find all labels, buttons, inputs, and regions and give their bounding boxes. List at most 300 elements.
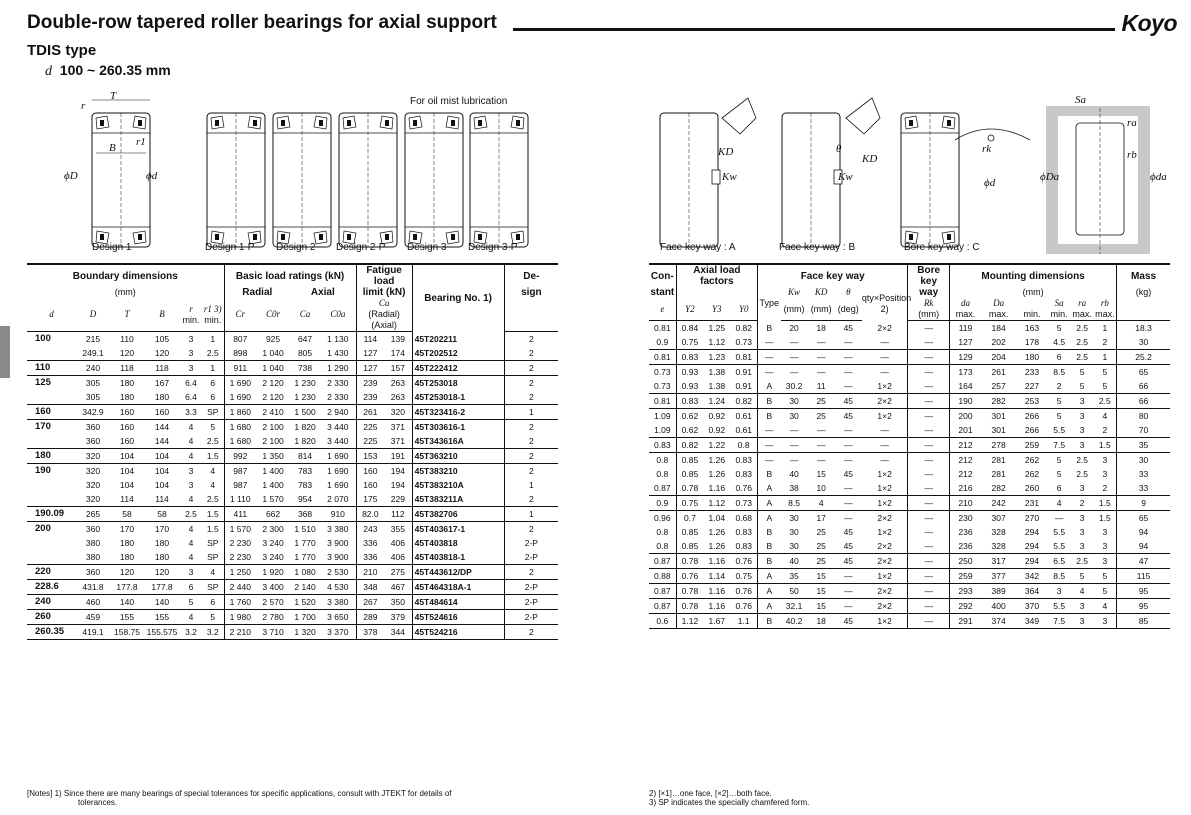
table-cell: 2.5 bbox=[1071, 554, 1094, 569]
table-cell: 180 bbox=[119, 378, 135, 388]
table-cell: 104 bbox=[119, 466, 135, 476]
note-1: [Notes] 1) Since there are many bearings of special tolerances for specific applications, consult with JTEKT for details of bbox=[27, 789, 452, 798]
table-cell: 411 bbox=[224, 507, 256, 522]
table-cell: 194 bbox=[390, 466, 405, 476]
table-cell: 3 370 bbox=[320, 625, 356, 640]
table-cell: 0.78 bbox=[676, 554, 703, 569]
table-cell: 0.83 bbox=[735, 469, 752, 479]
table-cell: 3 bbox=[1094, 614, 1117, 629]
table-cell: 5 bbox=[1094, 569, 1117, 584]
hdr-kg: (kg) bbox=[1117, 287, 1170, 298]
hdr-r-min: min. bbox=[182, 314, 200, 325]
bore-diameter-cell: 200 bbox=[35, 523, 51, 534]
bearing-number-cell: 45T383210A bbox=[412, 478, 504, 492]
note-3: 3) SP indicates the specially chamfered form. bbox=[649, 798, 810, 807]
table-cell: 104 bbox=[154, 466, 170, 476]
koyo-logo: Koyo bbox=[1121, 10, 1177, 36]
table-cell: 987 bbox=[224, 464, 256, 479]
table-cell: 6.5 bbox=[1048, 554, 1071, 569]
table-row bbox=[27, 420, 558, 435]
dim-T-label: T bbox=[110, 90, 117, 102]
table-cell: 0.76 bbox=[730, 599, 757, 614]
table-cell: — bbox=[789, 455, 799, 465]
table-cell: 4 bbox=[210, 480, 216, 490]
table-cell: 406 bbox=[384, 550, 412, 565]
table-cell: 212 bbox=[950, 467, 981, 481]
table-cell: 33 bbox=[1117, 481, 1170, 496]
table-cell: 738 bbox=[290, 361, 320, 376]
bore-diameter-cell: 100 bbox=[35, 333, 51, 344]
table-row bbox=[27, 434, 558, 449]
table-cell: 2.5 bbox=[202, 346, 224, 361]
spec-group-right bbox=[649, 584, 1170, 599]
table-cell: 987 bbox=[224, 478, 256, 492]
table-cell: 216 bbox=[950, 481, 981, 496]
table-cell: 2 bbox=[504, 625, 558, 640]
bore-diameter-cell bbox=[27, 346, 76, 361]
hdr-Ca: Ca bbox=[290, 298, 320, 332]
table-cell: 15 bbox=[816, 469, 826, 479]
table-cell: 180 bbox=[110, 550, 144, 565]
hdr-face-key: Face key way bbox=[758, 264, 908, 287]
table-cell: 1 430 bbox=[320, 346, 356, 361]
design-2p-drawing bbox=[339, 113, 397, 247]
table-cell: 155.575 bbox=[144, 625, 180, 640]
table-cell: SP bbox=[207, 538, 219, 548]
hdr-qty: qty×Position 2) bbox=[861, 292, 912, 314]
dim-kw-label-a: Kw bbox=[722, 171, 737, 183]
spec-group-left bbox=[27, 405, 558, 420]
table-cell: 1.12 bbox=[703, 496, 730, 511]
table-cell: 1 920 bbox=[256, 565, 290, 580]
dim-D-label: ϕD bbox=[64, 170, 78, 182]
table-cell: 3 bbox=[1102, 455, 1108, 465]
bore-diameter-cell: 170 bbox=[35, 421, 51, 432]
table-cell: 144 bbox=[154, 422, 170, 432]
table-cell: 144 bbox=[144, 434, 180, 449]
table-cell: 0.85 bbox=[676, 453, 703, 468]
bore-diameter-cell bbox=[27, 550, 76, 565]
table-cell: 6.4 bbox=[180, 390, 202, 405]
table-cell: 140 bbox=[144, 595, 180, 610]
table-cell: 5 bbox=[1056, 455, 1062, 465]
table-cell: 184 bbox=[991, 323, 1006, 333]
table-cell: 210 bbox=[356, 565, 384, 580]
table-cell: 157 bbox=[384, 361, 412, 376]
table-cell: 307 bbox=[991, 513, 1006, 523]
table-cell: 45 bbox=[843, 469, 854, 479]
page-header bbox=[27, 10, 1177, 40]
hdr-mass-blank bbox=[1117, 298, 1170, 321]
table-cell: 0.81 bbox=[649, 394, 676, 409]
table-cell: 0.61 bbox=[730, 423, 757, 438]
table-cell: 5.5 bbox=[1053, 527, 1066, 537]
table-cell: 1 bbox=[504, 507, 558, 522]
mounting-drawing bbox=[1040, 94, 1167, 254]
table-cell: 8.5 bbox=[781, 496, 808, 511]
table-cell: — bbox=[908, 321, 950, 336]
bore-diameter-cell bbox=[27, 434, 76, 449]
table-cell: — bbox=[908, 511, 950, 526]
table-cell: 178 bbox=[1016, 335, 1047, 350]
table-cell: 6.4 bbox=[185, 378, 197, 388]
table-cell: 342.9 bbox=[76, 405, 110, 420]
table-cell: 1 510 bbox=[294, 524, 316, 534]
table-cell: — bbox=[835, 423, 862, 438]
table-cell: 2 bbox=[504, 492, 558, 507]
hdr-r1 bbox=[202, 298, 224, 332]
bore-diameter-cell: 240 bbox=[27, 595, 76, 610]
table-cell: 0.62 bbox=[676, 423, 703, 438]
table-cell: 30 bbox=[789, 513, 799, 523]
table-cell: 120 bbox=[144, 346, 180, 361]
table-cell: 2 bbox=[504, 346, 558, 361]
table-cell: 0.76 bbox=[676, 569, 703, 584]
hdr-Da-sym: Da bbox=[993, 298, 1005, 308]
hdr-Da-min-lbl: min. bbox=[1023, 309, 1041, 319]
table-cell: 1 690 bbox=[320, 449, 356, 464]
table-cell: 263 bbox=[384, 390, 412, 405]
table-row bbox=[649, 496, 1170, 511]
table-cell: 0.6 bbox=[649, 614, 676, 629]
table-cell: 1.5 bbox=[202, 449, 224, 464]
table-cell: 1 110 bbox=[224, 492, 256, 507]
table-cell: 250 bbox=[950, 554, 981, 569]
table-cell: 0.85 bbox=[676, 539, 703, 554]
table-cell: A bbox=[758, 569, 781, 584]
table-cell: 5 bbox=[1102, 367, 1108, 377]
table-cell: 30 bbox=[1117, 453, 1170, 468]
right-spec-table bbox=[649, 263, 1170, 629]
table-cell: 2 210 bbox=[224, 625, 256, 640]
table-cell: 173 bbox=[950, 365, 981, 380]
table-cell: 349 bbox=[1016, 614, 1047, 629]
table-cell: 1.38 bbox=[703, 379, 730, 394]
hdr-Da-min bbox=[1016, 298, 1047, 321]
bore-diameter-cell bbox=[27, 536, 76, 550]
table-cell: 104 bbox=[154, 480, 170, 490]
design-1-label: Design 1 bbox=[92, 242, 132, 253]
dim-kd-label-a: KD bbox=[718, 146, 734, 158]
hdr-radial-axial: (Radial) (Axial) bbox=[368, 309, 400, 330]
table-cell: 11 bbox=[808, 379, 835, 394]
table-cell: 5 bbox=[1056, 411, 1062, 421]
table-cell: 5 bbox=[1094, 584, 1117, 599]
hdr-e: e bbox=[649, 298, 676, 321]
table-row bbox=[27, 478, 558, 492]
table-cell: 431.8 bbox=[76, 580, 110, 595]
table-cell: 3 bbox=[1071, 599, 1094, 614]
table-cell: 257 bbox=[981, 379, 1016, 394]
table-cell: 30 bbox=[789, 527, 799, 537]
table-row bbox=[27, 507, 558, 522]
table-cell: 0.83 bbox=[735, 527, 752, 537]
table-cell: 33 bbox=[1117, 467, 1170, 481]
spec-group-left bbox=[27, 580, 558, 595]
table-cell: 25 bbox=[808, 539, 835, 554]
hdr-Da bbox=[981, 298, 1016, 321]
table-cell: 2-P bbox=[504, 580, 558, 595]
table-cell: 85 bbox=[1117, 614, 1170, 629]
table-cell: 233 bbox=[1024, 367, 1040, 377]
table-cell: 5.5 bbox=[1048, 539, 1071, 554]
hdr-y3: Y3 bbox=[703, 298, 730, 321]
table-cell: 1.09 bbox=[654, 411, 671, 421]
table-cell: — bbox=[908, 554, 950, 569]
bore-diameter-cell: 220 bbox=[27, 565, 76, 580]
spec-group-left bbox=[27, 625, 558, 640]
hdr-theta-deg: (deg) bbox=[835, 298, 862, 321]
hdr-C0a: C0a bbox=[320, 298, 356, 332]
table-cell: 18 bbox=[816, 323, 826, 333]
table-cell: 0.75 bbox=[676, 335, 703, 350]
table-cell: A bbox=[758, 496, 781, 511]
table-cell: 1×2 bbox=[862, 569, 908, 584]
table-cell: — bbox=[862, 335, 908, 350]
table-cell: 2 bbox=[1094, 335, 1117, 350]
table-cell: 1.16 bbox=[703, 554, 730, 569]
table-cell: 239 bbox=[356, 390, 384, 405]
table-cell: 236 bbox=[950, 539, 981, 554]
hdr-design: De- bbox=[504, 264, 558, 287]
type-subtitle: TDIS type bbox=[27, 42, 97, 59]
table-cell: 270 bbox=[1024, 513, 1040, 523]
table-cell: 2 120 bbox=[262, 378, 284, 388]
table-cell: 370 bbox=[1016, 599, 1047, 614]
table-cell: 3 240 bbox=[256, 550, 290, 565]
spec-group-right bbox=[649, 453, 1170, 496]
table-cell: 2.5 bbox=[1076, 323, 1089, 333]
table-cell: 1×2 bbox=[877, 527, 892, 537]
table-cell: — bbox=[844, 513, 853, 523]
table-cell: 4 530 bbox=[320, 580, 356, 595]
table-cell: 1.26 bbox=[708, 455, 726, 465]
bearing-number-cell: 45T253018 bbox=[412, 376, 504, 391]
table-cell: 35 bbox=[781, 569, 808, 584]
table-cell: 4 bbox=[180, 492, 202, 507]
bore-diameter-cell bbox=[27, 390, 76, 405]
table-cell: — bbox=[758, 335, 781, 350]
table-cell: — bbox=[758, 423, 781, 438]
page-title: Double-row tapered roller bearings for axial support bbox=[27, 12, 497, 33]
table-cell: 8.5 bbox=[1053, 367, 1066, 377]
table-cell: 94 bbox=[1117, 525, 1170, 539]
bearing-number-cell: 45T403617-1 bbox=[412, 522, 504, 537]
table-cell: 2.5 bbox=[202, 492, 224, 507]
table-cell: 262 bbox=[1024, 455, 1040, 465]
table-cell: 3 bbox=[188, 466, 194, 476]
table-cell: 1.16 bbox=[703, 599, 730, 614]
table-cell: 2 070 bbox=[320, 492, 356, 507]
table-cell: 911 bbox=[224, 361, 256, 376]
table-cell: A bbox=[758, 379, 781, 394]
table-cell: — bbox=[758, 438, 781, 453]
table-cell: 261 bbox=[356, 405, 384, 420]
table-cell: 783 bbox=[297, 466, 313, 476]
table-cell: 5.5 bbox=[1048, 599, 1071, 614]
hdr-rk bbox=[908, 298, 950, 321]
table-cell: 344 bbox=[384, 625, 412, 640]
table-cell: 200 bbox=[950, 409, 981, 424]
keyway-c-label: Bore key way : C bbox=[904, 242, 980, 253]
table-cell: 160 bbox=[144, 405, 180, 420]
table-cell: 120 bbox=[110, 565, 144, 580]
table-cell: 155 bbox=[144, 610, 180, 625]
table-cell: 2-P bbox=[504, 610, 558, 625]
table-cell: — bbox=[781, 350, 808, 365]
spec-group-left bbox=[27, 595, 558, 610]
hdr-basic: Basic load ratings (kN) bbox=[224, 264, 356, 287]
table-cell: 292 bbox=[950, 599, 981, 614]
table-cell: 3 bbox=[180, 565, 202, 580]
table-cell: 4 bbox=[180, 434, 202, 449]
table-cell: 114 bbox=[110, 492, 144, 507]
table-cell: 5 bbox=[1056, 323, 1062, 333]
table-cell: 807 bbox=[224, 332, 256, 347]
table-cell: 0.92 bbox=[703, 423, 730, 438]
table-cell: 350 bbox=[384, 595, 412, 610]
table-cell: 2-P bbox=[504, 536, 558, 550]
range-symbol: d bbox=[45, 64, 52, 79]
design-2-drawing bbox=[273, 113, 331, 247]
table-cell: 1 690 bbox=[327, 466, 349, 476]
hdr-ra-max: max. bbox=[1072, 309, 1092, 319]
table-cell: 3 bbox=[1048, 584, 1071, 599]
table-cell: 30 bbox=[1117, 335, 1170, 350]
table-row bbox=[27, 565, 558, 580]
table-cell: — bbox=[880, 367, 889, 377]
table-cell: 3 bbox=[1071, 614, 1094, 629]
table-cell: 15 bbox=[808, 584, 835, 599]
table-row bbox=[649, 394, 1170, 409]
table-cell: 58 bbox=[110, 507, 144, 522]
table-cell: 0.73 bbox=[730, 335, 757, 350]
table-row bbox=[649, 614, 1170, 629]
table-cell: A bbox=[758, 511, 781, 526]
table-cell: 2 230 bbox=[224, 536, 256, 550]
table-cell: 328 bbox=[981, 539, 1016, 554]
table-row bbox=[27, 492, 558, 507]
table-row bbox=[649, 525, 1170, 539]
keyway-b-drawing bbox=[782, 98, 880, 247]
design-1p-drawing bbox=[207, 113, 265, 247]
table-cell: 992 bbox=[224, 449, 256, 464]
table-cell: 239 bbox=[356, 376, 384, 391]
spec-group-right bbox=[649, 569, 1170, 584]
table-cell: 0.83 bbox=[676, 394, 703, 409]
table-cell: 2.5 bbox=[1094, 394, 1117, 409]
table-cell: 1 040 bbox=[256, 346, 290, 361]
table-cell: — bbox=[908, 350, 950, 365]
table-cell: 0.62 bbox=[676, 409, 703, 424]
side-tab bbox=[0, 326, 10, 378]
table-cell: 1 500 bbox=[290, 405, 320, 420]
table-cell: 164 bbox=[950, 379, 981, 394]
table-cell: 0.87 bbox=[649, 584, 676, 599]
table-cell: 0.78 bbox=[676, 584, 703, 599]
table-cell: 1.5 bbox=[1094, 496, 1117, 511]
bearing-number-cell: 45T202211 bbox=[412, 332, 504, 347]
table-cell: 17 bbox=[816, 513, 826, 523]
table-cell: 127 bbox=[356, 361, 384, 376]
bore-diameter-cell: 190.09 bbox=[27, 507, 76, 522]
table-cell: 5 bbox=[1071, 379, 1094, 394]
table-cell: 0.84 bbox=[676, 321, 703, 336]
table-row bbox=[27, 449, 558, 464]
table-cell: 180 bbox=[1016, 350, 1047, 365]
table-cell: 1×2 bbox=[862, 496, 908, 511]
table-cell: — bbox=[908, 409, 950, 424]
table-cell: 3 380 bbox=[320, 595, 356, 610]
hdr-stant: stant bbox=[650, 287, 675, 298]
hdr-kw: Kw bbox=[788, 287, 801, 297]
table-cell: 1 040 bbox=[256, 361, 290, 376]
table-row bbox=[649, 539, 1170, 554]
table-cell: 2.5 bbox=[1076, 455, 1089, 465]
table-cell: 0.91 bbox=[735, 367, 752, 377]
dim-ra-label: ra bbox=[1127, 117, 1137, 129]
table-cell: 4 bbox=[808, 496, 835, 511]
table-cell: 5 bbox=[1056, 469, 1062, 479]
table-cell: 1.5 bbox=[202, 507, 224, 522]
bearing-number-cell: 45T524616 bbox=[412, 610, 504, 625]
table-cell: 954 bbox=[290, 492, 320, 507]
dim-rb-label: rb bbox=[1127, 149, 1137, 161]
hdr-da bbox=[950, 298, 981, 321]
table-cell: 1 520 bbox=[290, 595, 320, 610]
table-cell: 814 bbox=[290, 449, 320, 464]
table-cell: 180 bbox=[144, 550, 180, 565]
table-cell: 3 710 bbox=[256, 625, 290, 640]
table-cell: 2 bbox=[504, 376, 558, 391]
table-cell: 2 780 bbox=[256, 610, 290, 625]
table-cell: 2 300 bbox=[262, 524, 284, 534]
table-cell: 320 bbox=[384, 405, 412, 420]
table-cell: 1.22 bbox=[703, 438, 730, 453]
table-row bbox=[649, 321, 1170, 336]
bearing-drawings bbox=[0, 88, 1191, 258]
table-cell: — bbox=[781, 335, 808, 350]
table-cell: 783 bbox=[297, 480, 313, 490]
table-cell: 2 bbox=[1094, 481, 1117, 496]
table-cell: — bbox=[908, 423, 950, 438]
table-cell: 282 bbox=[981, 394, 1016, 409]
spec-group-right bbox=[649, 409, 1170, 438]
keyway-b-bearing-2 bbox=[901, 113, 959, 247]
table-cell: 3 650 bbox=[320, 610, 356, 625]
table-cell: 170 bbox=[154, 524, 170, 534]
hdr-cu-sym: Cu bbox=[378, 298, 390, 308]
table-cell: — bbox=[758, 350, 781, 365]
table-cell: 364 bbox=[1016, 584, 1047, 599]
table-cell: 30 bbox=[781, 539, 808, 554]
table-cell: 1 bbox=[202, 361, 224, 376]
hdr-da-max: max. bbox=[955, 309, 976, 319]
table-cell: — bbox=[816, 455, 826, 465]
table-cell: 1 570 bbox=[224, 522, 256, 537]
table-cell: 140 bbox=[110, 595, 144, 610]
table-cell: 114 bbox=[144, 492, 180, 507]
table-cell: 2 bbox=[504, 332, 558, 347]
table-cell: 1 690 bbox=[327, 480, 349, 490]
table-cell: 45 bbox=[835, 554, 862, 569]
table-cell: 301 bbox=[981, 423, 1016, 438]
table-cell: 662 bbox=[256, 507, 290, 522]
table-cell: 2 100 bbox=[256, 434, 290, 449]
table-cell: — bbox=[908, 335, 950, 350]
table-cell: 5.5 bbox=[1048, 423, 1071, 438]
table-cell: 3 bbox=[180, 346, 202, 361]
